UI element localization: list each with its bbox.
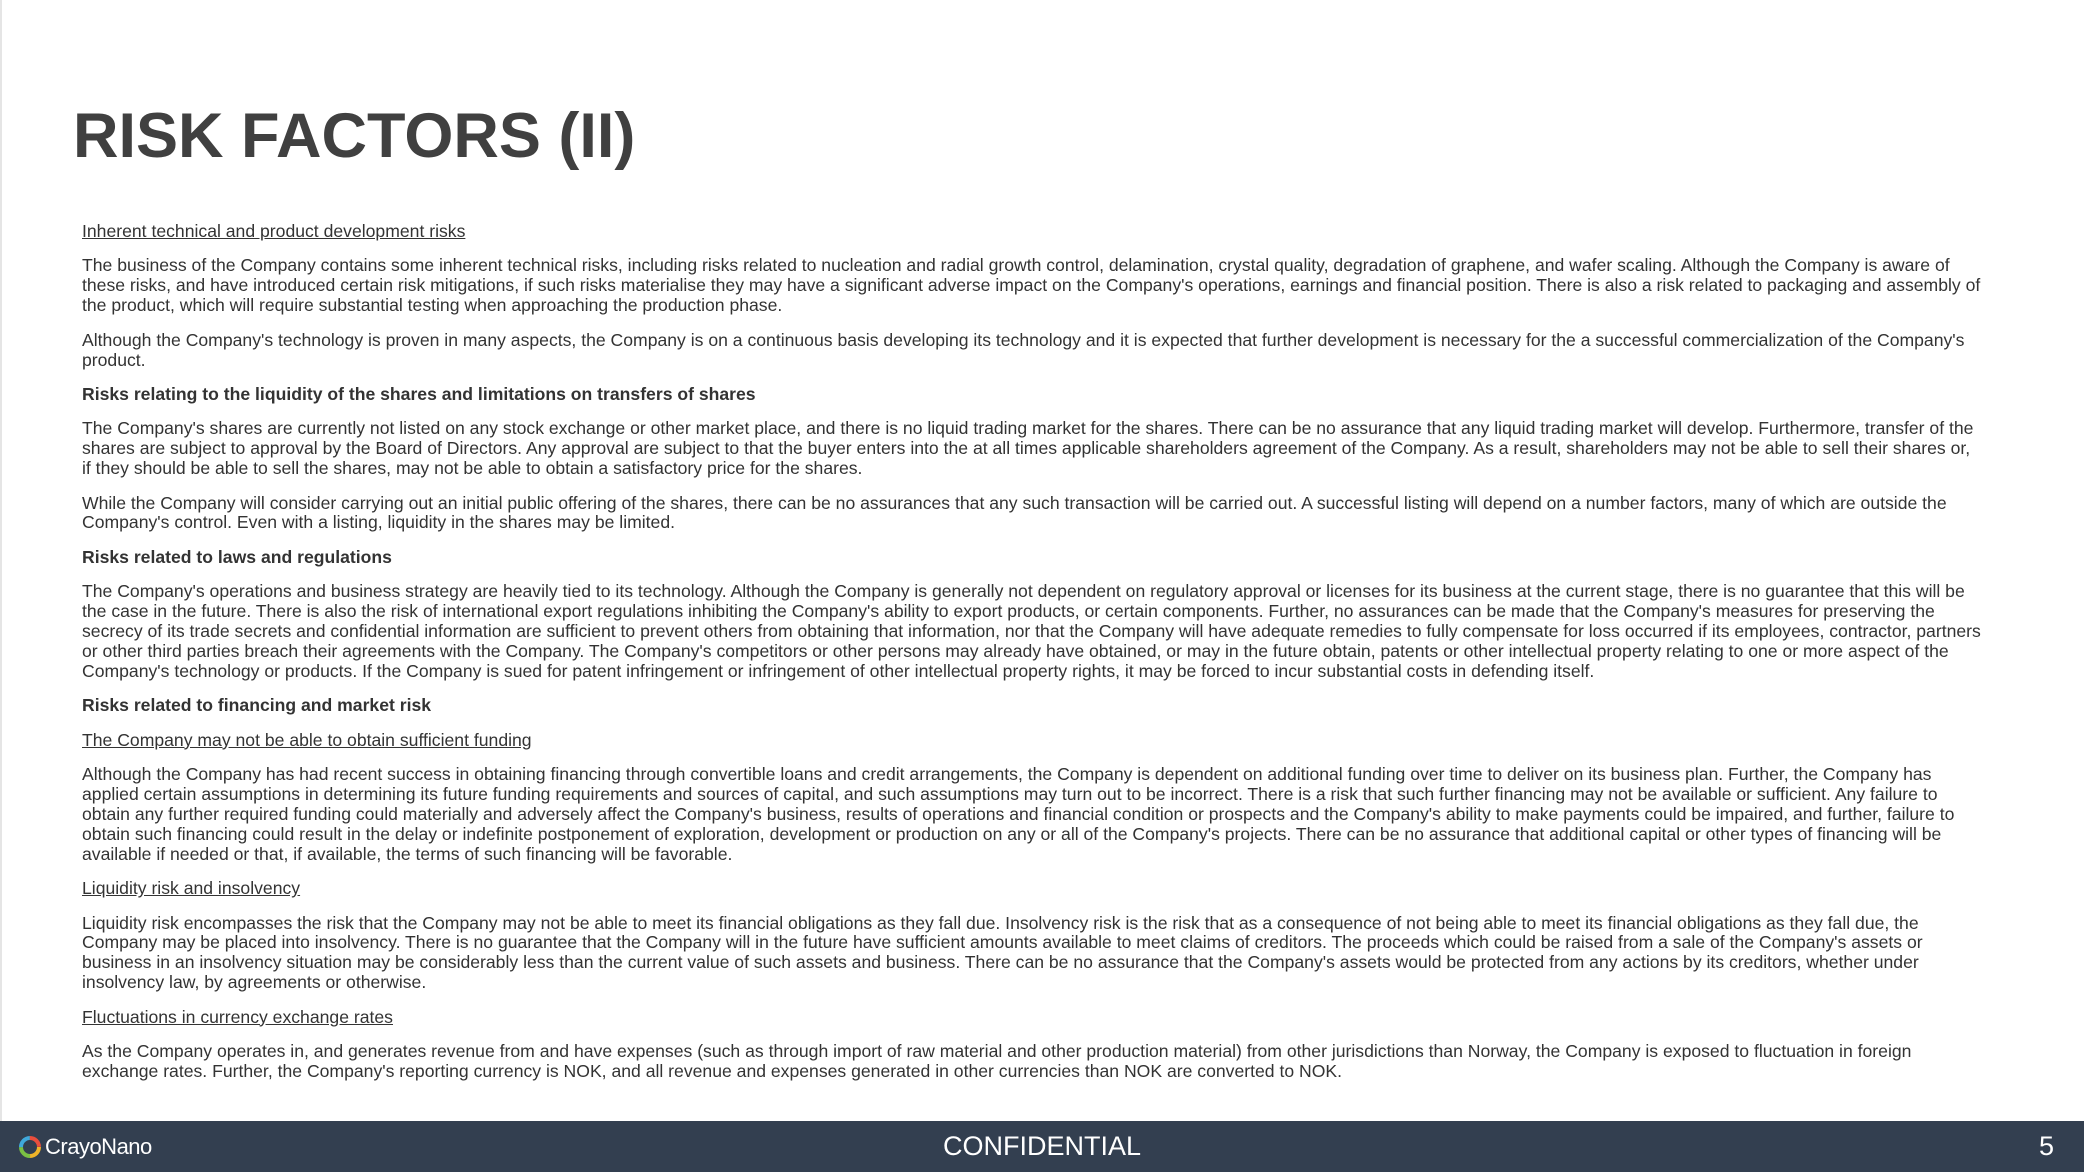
paragraph-liquidity-insolvency: Liquidity risk encompasses the risk that the Company may not be able to meet its financial obligations as they fall due. Insolvency risk is the risk that as a consequence of not being able to meet its financial obligations as they fall due, the Company may be placed into insolvency. There is no guarantee that the Company will in the future have sufficient amounts available to meet claims of creditors. The proceeds which could be raised from a sale of the Company's assets or business in an insolvency situation may be considerably less than the current value of such assets and business. There can be no assurance that the Company's assets would be protected from any actions by its creditors, whether under insolvency law, by agreements or otherwise. (82, 912, 1923, 993)
footer-bar (0, 1121, 2084, 1172)
heading-financing-market-risk: Risks related to financing and market risk (82, 695, 432, 716)
heading-sufficient-funding: The Company may not be able to obtain sufficient funding (82, 729, 532, 750)
logo-text: CrayoNano (45, 1134, 152, 1159)
heading-technical-risks: Inherent technical and product development risks (82, 221, 466, 241)
paragraph-technical-risks-1: The business of the Company contains some inherent technical risks, including risks related to nucleation and radial growth control, delamination, crystal quality, degradation of graphene, and wafer scaling. Although the Company is aware of these risks, and have introduced certain risk mitigations, if such risks materialise they may have a significant adverse impact on the Company's operations, earnings and financial position. There is also a risk related to packaging and assembly of the product, which will require substantial testing when approaching the production phase. (82, 255, 1981, 316)
confidential-label: CONFIDENTIAL (942, 1131, 1142, 1161)
paragraph-technical-risks-2: Although the Company's technology is proven in many aspects, the Company is on a continuous basis developing its technology and it is expected that further development is necessary for the a successful commercialization of the Company's product. (82, 329, 1965, 370)
heading-laws-regulations: Risks related to laws and regulations (82, 546, 392, 567)
paragraph-laws-regulations: The Company's operations and business strategy are heavily tied to its technology. Although the Company is generally not dependent on regulatory approval or licenses for its business at the current stage, there is no guarantee that this will be the case in the future. There is also the risk of international export regulations inhibiting the Company's ability to export products, or certain components. Further, no assurances can be made that the Company's measures for preserving the secrecy of its trade secrets and confidential information are sufficient to prevent others from obtaining that information, nor that the Company will have adequate remedies to fully compensate for loss occurred if its employees, contractor, partners or other third parties breach their agreements with the Company. The Company's competitors or other persons may already have obtained, or may in the future obtain, patents or other intellectual property relating to one or more aspect of the Company's technology or products. If the Company is sued for patent infringement or infringement of other intellectual property rights, it may be forced to incur substantial costs in defending itself. (82, 581, 1981, 681)
page-left-edge (0, 0, 2, 1172)
page-number: 5 (2038, 1131, 2054, 1161)
risk-factors-body (82, 222, 1982, 1096)
paragraph-share-liquidity-1: The Company's shares are currently not listed on any stock exchange or other market place, and there is no liquid trading market for the shares. There can be no assurance that any liquid trading market will develop. Furthermore, transfer of the shares are subject to approval by the Board of Directors. Any approval are subject to that the buyer enters into the at all times applicable shareholders agreement of the Company. As a result, shareholders may not be able to sell their shares or, if they should be able to sell the shares, may not be able to obtain a satisfactory price for the shares. (82, 418, 1974, 479)
paragraph-share-liquidity-2: While the Company will consider carrying out an initial public offering of the shares, there can be no assurances that any such transaction will be carried out. A successful listing will depend on a number factors, many of which are outside the Company's control. Even with a listing, liquidity in the shares may be limited. (82, 492, 1947, 533)
heading-share-liquidity: Risks relating to the liquidity of the shares and limitations on transfers of shares (82, 383, 756, 404)
page-title: RISK FACTORS (II) (73, 101, 636, 171)
paragraph-sufficient-funding: Although the Company has had recent success in obtaining financing through convertible loans and credit arrangements, the Company is dependent on additional funding over time to deliver on its business plan. Further, the Company has applied certain assumptions in determining its future funding requirements and sources of capital, and such assumptions may turn out to be incorrect. There is a risk that such further financing may not be available or sufficient. Any failure to obtain any further required funding could materially and adversely affect the Company's business, results of operations and financial condition or prospects and the Company's ability to make payments could be impaired, and further, failure to obtain such financing could result in the delay or indefinite postponement of exploration, development or production on any or all of the Company's projects. There can be no assurance that additional capital or other types of financing will be available if needed or that, if available, the terms of such financing will be favorable. (82, 764, 1955, 864)
heading-liquidity-insolvency: Liquidity risk and insolvency (82, 878, 301, 899)
heading-currency-fluctuations: Fluctuations in currency exchange rates (82, 1006, 393, 1027)
paragraph-currency-fluctuations: As the Company operates in, and generates revenue from and have expenses (such as through import of raw material and other production material) from other jurisdictions than Norway, the Company is exposed to fluctuation in foreign exchange rates. Further, the Company's reporting currency is NOK, and all revenue and expenses generated in other currencies than NOK are converted to NOK. (82, 1041, 1912, 1081)
